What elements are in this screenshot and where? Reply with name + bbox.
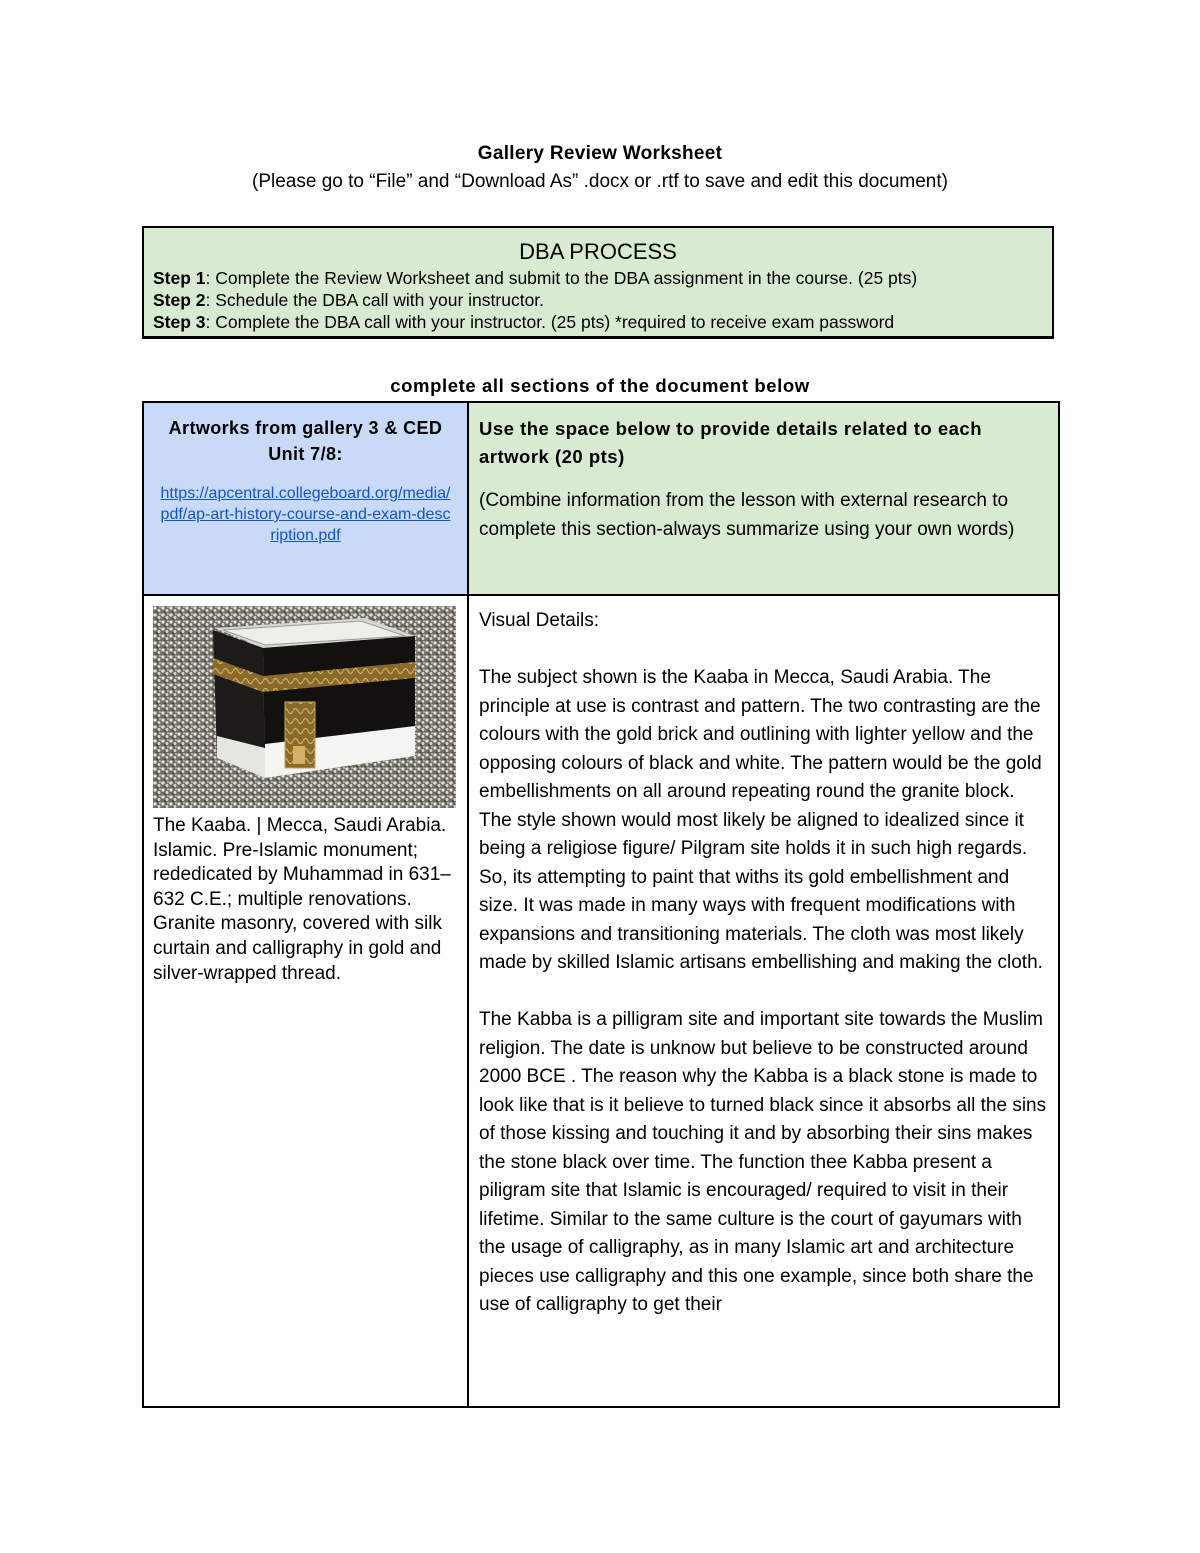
details-heading: Use the space below to provide details related to each artwork (20 pts) bbox=[479, 418, 983, 467]
section-title: complete all sections of the document below bbox=[390, 375, 810, 396]
artworks-heading: Artworks from gallery 3 & CED Unit 7/8: bbox=[168, 418, 443, 464]
details-paragraph-1: The subject shown is the Kaaba in Mecca, Saudi Arabia. The principle at use is contrast and pattern. The two contrasting are the colours with the gold brick and outlining with lighter yellow and the opposing colours of black and white. The pattern would be the gold embellishments on all around repeating round the granite block. The style shown would most likely be aligned to idealized since it being a religiose figure/ Pilgram site holds it in such high regards. So, its attempting to paint that withs its gold embellishment and size. It was made in many ways with frequent modifications with expansions and transitioning materials. The cloth was most likely made by skilled Islamic artisans embellishing and making the cloth. bbox=[479, 667, 1043, 973]
dba-step-2 bbox=[153, 289, 1043, 311]
step-text: : Schedule the DBA call with your instructor. bbox=[205, 290, 545, 310]
details-paragraph-2: The Kabba is a pilligram site and important site towards the Muslim religion. The date is unknow but believe to be constructed around 2000 BCE . The reason why the Kabba is a black stone is made to look like that is it believe to turned black since it absorbs all the sins of those kissing and touching it and by absorbing their sins makes the stone black over time. The function thee Kabba present a piligram site that Islamic is encouraged/ required to visit in their lifetime. Similar to the same culture is the court of gayumars with the usage of calligraphy, as in many Islamic art and architecture pieces use calligraphy and this one example, since both share the use of calligraphy to get their bbox=[479, 1009, 1047, 1315]
step-label: Step 1 bbox=[153, 268, 206, 288]
table-row bbox=[143, 595, 1059, 1407]
document-subtitle: (Please go to “File” and “Download As” .docx or .rtf to save and edit this document) bbox=[252, 171, 948, 192]
details-instructions: (Combine information from the lesson with external research to complete this section-always summarize using your own words) bbox=[479, 490, 1015, 540]
header-left-cell bbox=[143, 402, 468, 595]
visual-details-label: Visual Details: bbox=[479, 610, 600, 631]
dba-step-1 bbox=[153, 267, 1043, 289]
artwork-caption: The Kaaba. | Mecca, Saudi Arabia. Islamic. Pre-Islamic monument; rededicated by Muhammad in 631–632 C.E.; multiple renovations. Granite masonry, covered with silk curtain and calligraphy in gold and silver-wrapped thread. bbox=[153, 815, 451, 984]
header-right-cell bbox=[468, 402, 1059, 595]
step-text: : Complete the Review Worksheet and submit to the DBA assignment in the course. (25 pts) bbox=[205, 268, 918, 288]
dba-process-box bbox=[142, 226, 1054, 339]
dba-step-3 bbox=[153, 311, 1043, 333]
document-title: Gallery Review Worksheet bbox=[477, 143, 723, 164]
dba-title: DBA PROCESS bbox=[519, 239, 677, 264]
step-text: : Complete the DBA call with your instructor. (25 pts) *required to receive exam password bbox=[205, 312, 895, 332]
step-label: Step 3 bbox=[153, 312, 206, 332]
table-header-row bbox=[143, 402, 1059, 595]
worksheet-table bbox=[142, 401, 1060, 1408]
details-cell[interactable] bbox=[468, 595, 1059, 1407]
step-label: Step 2 bbox=[153, 290, 206, 310]
ced-link[interactable]: https://apcentral.collegeboard.org/media/pdf/ap-art-history-course-and-exam-description.pdf bbox=[160, 485, 451, 544]
kaaba-photo bbox=[153, 606, 456, 808]
artwork-cell bbox=[143, 595, 468, 1407]
